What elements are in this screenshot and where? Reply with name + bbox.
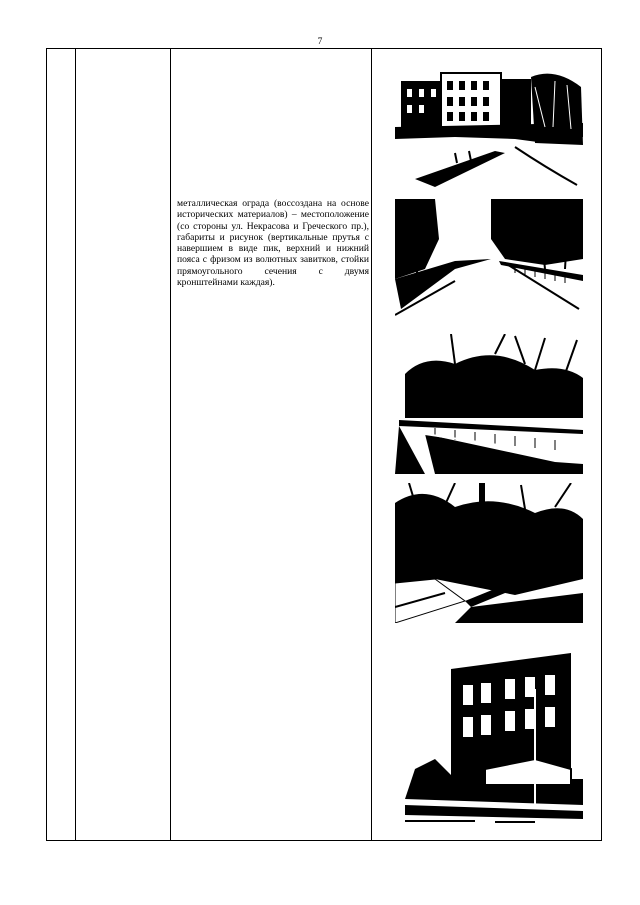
table-column-divider [170,49,171,840]
table-column-divider [75,49,76,840]
photo-fence-by-pond [395,334,583,474]
object-description: металлическая ограда (воссоздана на основе исторических материалов) – местоположение (со стороны ул. Некрасова и Греческого пр.), габариты и рисунок (вертикальные прутья с навершием в виде пик, верхний и нижний пояса с фризом из волютных завитков, стойки прямоугольного сечения с двумя кронштейнами каждая). [177,198,369,289]
page-number: 7 [317,37,323,47]
photo-fence-along-alley [395,199,583,327]
table-column-divider [371,49,372,840]
photo-corner-building [395,629,583,825]
photo-fence-with-chimney [395,483,583,623]
photo-building-winter-street [395,67,583,191]
document-table [46,48,602,841]
